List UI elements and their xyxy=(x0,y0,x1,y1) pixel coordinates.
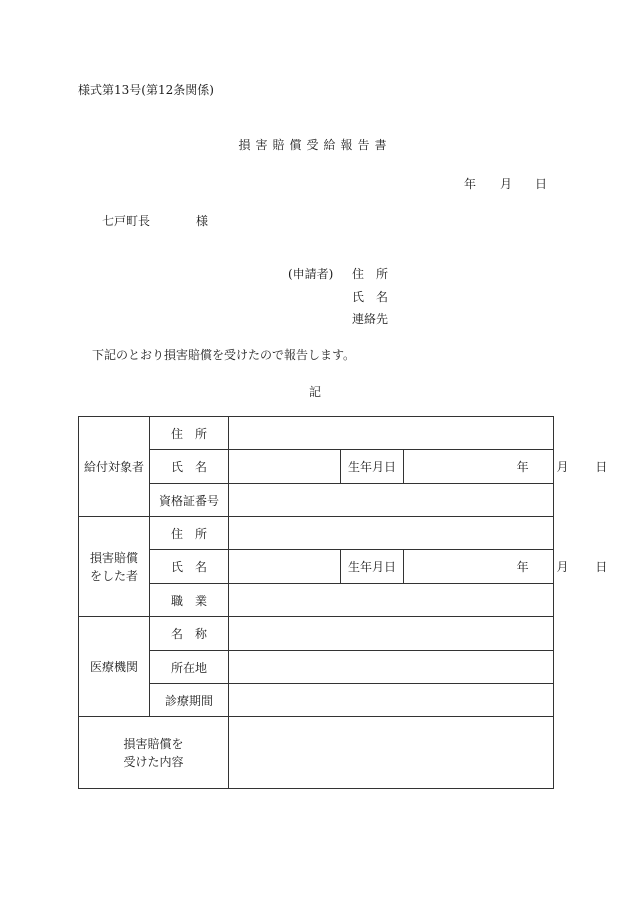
addressee-name: 七戸町長 xyxy=(102,214,151,228)
payer-address-label: 住 所 xyxy=(150,517,229,550)
applicant-name-label: 氏 名 xyxy=(352,290,389,304)
payer-birth-year: 年 xyxy=(516,560,529,574)
report-table xyxy=(78,416,608,789)
medical-group-label: 医療機関 xyxy=(79,617,150,717)
date-day-label: 日 xyxy=(535,177,548,191)
payer-name-label: 氏 名 xyxy=(150,550,229,584)
payer-birth-month: 月 xyxy=(556,560,569,574)
recipient-address-value[interactable] xyxy=(229,417,554,450)
payer-name-value[interactable] xyxy=(229,550,341,584)
payer-group-label-line1: 損害賠償 xyxy=(89,550,138,565)
date-month-label: 月 xyxy=(500,177,513,191)
applicant-contact-label: 連絡先 xyxy=(352,312,389,326)
medical-period-value[interactable] xyxy=(229,684,554,717)
intro-text: 下記のとおり損害賠償を受けたので報告します。 xyxy=(92,348,356,362)
applicant-label: (申請者) xyxy=(288,267,334,281)
content-label xyxy=(79,717,229,789)
recipient-name-value[interactable] xyxy=(229,450,341,484)
payer-birth-label: 生年月日 xyxy=(341,550,404,584)
payer-group-label-line2: をした者 xyxy=(89,568,138,583)
addressee-honorific: 様 xyxy=(196,214,209,228)
ki-heading: 記 xyxy=(308,385,321,399)
payer-occupation-label: 職 業 xyxy=(150,584,229,617)
recipient-birth-label: 生年月日 xyxy=(341,450,404,484)
recipient-birth-value[interactable] xyxy=(404,450,608,484)
payer-birth-value[interactable] xyxy=(404,550,608,584)
medical-name-label: 名 称 xyxy=(150,617,229,651)
medical-location-label: 所在地 xyxy=(150,651,229,684)
document-title: 損害賠償受給報告書 xyxy=(238,138,392,152)
recipient-address-label: 住 所 xyxy=(150,417,229,450)
medical-location-value[interactable] xyxy=(229,651,554,684)
payer-group-label xyxy=(79,517,150,617)
recipient-certificate-label: 資格証番号 xyxy=(150,484,229,517)
recipient-certificate-value[interactable] xyxy=(229,484,554,517)
date-year-label: 年 xyxy=(464,177,477,191)
applicant-address-label: 住 所 xyxy=(352,267,389,281)
payer-occupation-value[interactable] xyxy=(229,584,554,617)
payer-birth-day: 日 xyxy=(595,560,608,574)
form-number: 様式第13号(第12条関係) xyxy=(78,83,214,97)
recipient-birth-month: 月 xyxy=(556,460,569,474)
recipient-birth-year: 年 xyxy=(516,460,529,474)
medical-period-label: 診療期間 xyxy=(150,684,229,717)
recipient-group-label: 給付対象者 xyxy=(79,417,150,517)
recipient-birth-day: 日 xyxy=(595,460,608,474)
content-label-line2: 受けた内容 xyxy=(123,754,184,769)
recipient-name-label: 氏 名 xyxy=(150,450,229,484)
medical-name-value[interactable] xyxy=(229,617,554,651)
content-value[interactable] xyxy=(229,717,554,789)
payer-address-value[interactable] xyxy=(229,517,554,550)
content-label-line1: 損害賠償を xyxy=(123,736,184,751)
